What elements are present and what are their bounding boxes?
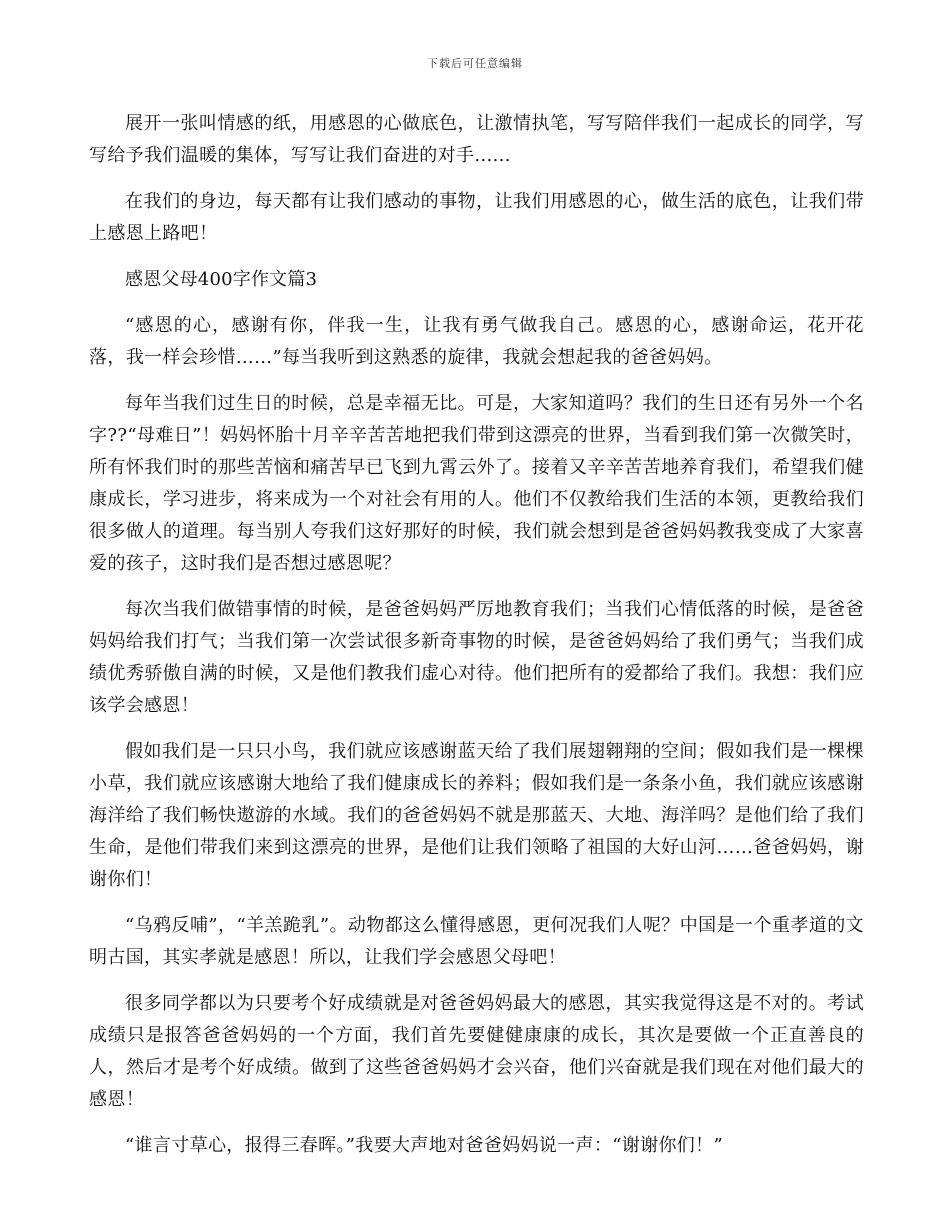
paragraph: 每次当我们做错事情的时候，是爸爸妈妈严厉地教育我们；当我们心情低落的时候，是爸爸妈妈给我们打气；当我们第一次尝试很多新奇事物的时候，是爸爸妈妈给了我们勇气；当我们成绩优秀骄傲自满的时候，又是他们教我们虚心对待。他们把所有的爱都给了我们。我想：我们应该学会感恩！ <box>89 599 864 716</box>
paragraph: “感恩的心，感谢有你，伴我一生，让我有勇气做我自己。感恩的心，感谢命运，花开花落，我一样会珍惜……”每当我听到这熟悉的旋律，我就会想起我的爸爸妈妈。 <box>89 315 864 368</box>
paragraph: 很多同学都以为只要考个好成绩就是对爸爸妈妈最大的感恩，其实我觉得这是不对的。考试成绩只是报答爸爸妈妈的一个方面，我们首先要健健康康的成长，其次是要做一个正直善良的人，然后才是考个好成绩。做到了这些爸爸妈妈才会兴奋，他们兴奋就是我们现在对他们最大的感恩！ <box>89 993 864 1110</box>
header-note: 下载后可任意编辑 <box>427 57 523 70</box>
paragraph: 展开一张叫情感的纸，用感恩的心做底色，让激情执笔，写写陪伴我们一起成长的同学，写写给予我们温暖的集体，写写让我们奋进的对手...... <box>89 113 864 166</box>
document-body <box>89 108 864 1176</box>
paragraph: 假如我们是一只只小鸟，我们就应该感谢蓝天给了我们展翅翱翔的空间；假如我们是一棵棵小草，我们就应该感谢大地给了我们健康成长的养料；假如我们是一条条小鱼，我们就应该感谢海洋给了我们畅快遨游的水域。我们的爸爸妈妈不就是那蓝天、大地、海洋吗？是他们给了我们生命，是他们带我们来到这漂亮的世界，是他们让我们领略了祖国的大好山河……爸爸妈妈，谢谢你们！ <box>89 741 864 890</box>
paragraph: “谁言寸草心，报得三春晖。”我要大声地对爸爸妈妈说一声：“谢谢你们！” <box>125 1135 724 1156</box>
paragraph: 在我们的身边，每天都有让我们感动的事物，让我们用感恩的心，做生活的底色，让我们带上感恩上路吧！ <box>89 191 864 244</box>
paragraph: “乌鸦反哺”，“羊羔跪乳”。动物都这么懂得感恩，更何况我们人呢？中国是一个重孝道的文明古国，其实孝就是感恩！所以，让我们学会感恩父母吧！ <box>89 915 864 968</box>
section-heading: 感恩父母400字作文篇3 <box>125 269 318 290</box>
paragraph: 每年当我们过生日的时候，总是幸福无比。可是，大家知道吗？我们的生日还有另外一个名字??“母难日”！妈妈怀胎十月辛辛苦苦地把我们带到这漂亮的世界，当看到我们第一次微笑时，所有怀我们时的那些苦恼和痛苦早已飞到九霄云外了。接着又辛辛苦苦地养育我们，希望我们健康成长，学习进步，将来成为一个对社会有用的人。他们不仅教给我们生活的本领，更教给我们很多做人的道理。每当别人夸我们这好那好的时候，我们就会想到是爸爸妈妈教我变成了大家喜爱的孩子，这时我们是否想过感恩呢？ <box>89 393 864 574</box>
